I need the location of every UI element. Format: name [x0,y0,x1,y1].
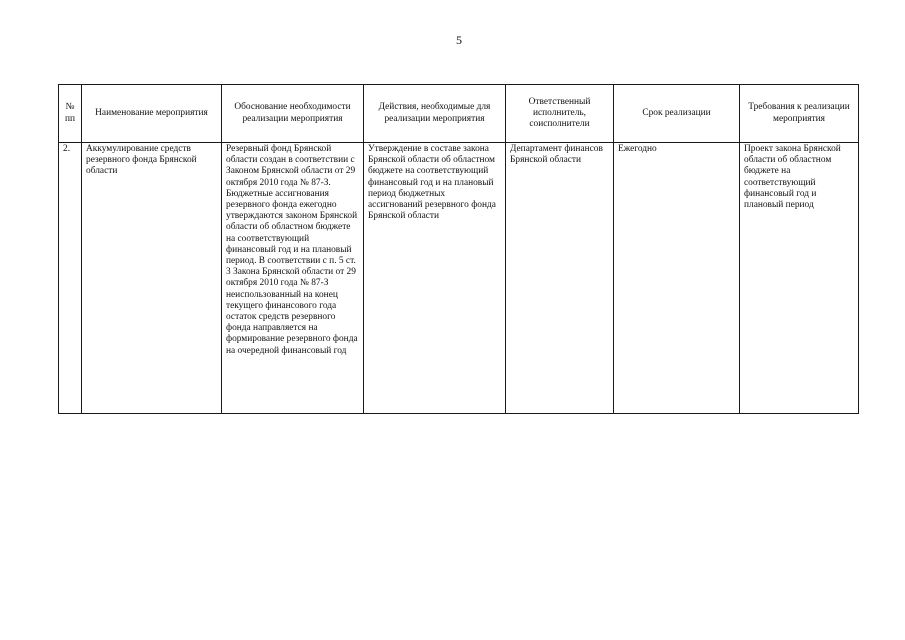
header-requirements: Требования к реализации мероприятия [740,85,859,143]
header-name: Наименование мероприятия [82,85,222,143]
header-responsible: Ответственный исполнитель, соисполнители [506,85,614,143]
header-term: Срок реализации [614,85,740,143]
cell-requirements: Проект закона Брянской области об областном бюджете на соответствующий финансовый год и плановый период [740,143,859,414]
cell-responsible: Департамент финансов Брянской области [506,143,614,414]
header-actions: Действия, необходимые для реализации мероприятия [364,85,506,143]
table-body [59,143,859,414]
cell-term: Ежегодно [614,143,740,414]
header-justification: Обоснование необходимости реализации мероприятия [222,85,364,143]
header-row [59,85,859,143]
measures-table [58,84,859,414]
cell-actions: Утверждение в составе закона Брянской области об областном бюджете на соответствующий финансовый год и на плановый период бюджетных ассигнований резервного фонда Брянской области [364,143,506,414]
table-row [59,143,859,414]
cell-number: 2. [59,143,82,414]
page-number: 5 [456,33,462,47]
cell-justification: Резервный фонд Брянской области создан в соответствии с Законом Брянской области от 29 октября 2010 года № 87-З. Бюджетные ассигнования резервного фонда ежегодно утверждаются законом Брянской области об областном бюджете на соответствующий финансовый год и на плановый период. В соответствии с п. 5 ст. 3 Закона Брянской области от 29 октября 2010 года № 87-З неиспользованный на конец текущего финансового года остаток средств резервного фонда направляется на формирование резервного фонда на очередной финансовый год [222,143,364,414]
cell-name: Аккумулирование средств резервного фонда Брянской области [82,143,222,414]
table-header [59,85,859,143]
header-number: № пп [59,85,82,143]
